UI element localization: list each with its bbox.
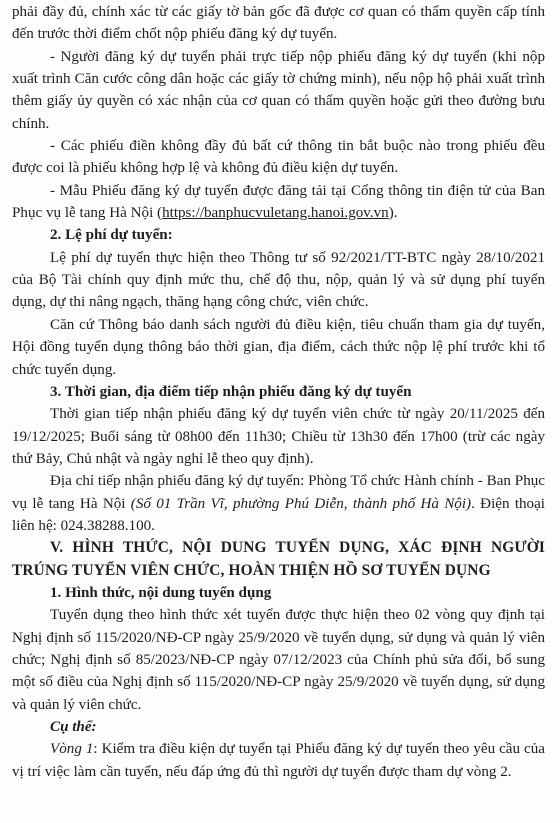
heading-fee: 2. Lệ phí dự tuyển:: [50, 227, 173, 244]
paragraph-direct-submission: - Người đăng ký dự tuyển phải trực tiếp nộp phiếu đăng ký dự tuyển (khi nộp xuất trình Căn cước công dân hoặc các giấy tờ chứng minh), nếu nộp hộ phải xuất trình thêm giấy ủy quyền có xác nhận của cơ quan có thẩm quyền hoặc gửi theo đường bưu chính.: [12, 48, 545, 132]
form-template-tail: ).: [388, 205, 398, 222]
paragraph-cont-original-docs: phải đầy đủ, chính xác từ các giấy tờ bản gốc đã được cơ quan có thẩm quyền cấp tính đến trước thời điểm chốt nộp phiếu đăng ký dự tuyển.: [12, 4, 545, 43]
paragraph-round-1: [12, 738, 545, 783]
paragraph-incomplete-forms: - Các phiếu điền không đầy đủ bất cứ thông tin bắt buộc nào trong phiếu đều được coi là phiếu không hợp lệ và không đủ điều kiện dự tuyển.: [12, 138, 545, 177]
address-italic: (Số 01 Trần Vĩ, phường Phú Diễn, thành phố Hà Nội): [130, 495, 472, 512]
round-1-label: Vòng 1: [50, 741, 94, 758]
address-text: Địa chỉ tiếp nhận phiếu đăng ký dự tuyển: Phòng Tổ chức Hành chính - Ban Phục vụ lễ tang Hà Nội: [12, 473, 545, 512]
round-1-text: : Kiểm tra điều kiện dự tuyển tại Phiếu đăng ký dự tuyển theo yêu cầu của vị trí việc làm cần tuyển, nếu đáp ứng đủ thì người dự tuyển được tham dự vòng 2.: [12, 741, 545, 780]
paragraph-reception-time: Thời gian tiếp nhận phiếu đăng ký dự tuyển viên chức từ ngày 20/11/2025 đến 19/12/2025; Buổi sáng từ 08h00 đến 11h30; Chiều từ 13h30 đến 17h00 (trừ các ngày thứ Bảy, Chủ nhật và ngày nghỉ lễ theo quy định).: [12, 406, 545, 467]
phone-text: . Điện thoại liên hệ: 024.38288.100.: [12, 495, 545, 534]
heading-time-place: 3. Thời gian, địa điểm tiếp nhận phiếu đăng ký dự tuyển: [50, 383, 412, 400]
paragraph-recruitment-rounds: Tuyển dụng theo hình thức xét tuyển được thực hiện theo 02 vòng quy định tại Nghị định số 115/2020/NĐ-CP ngày 25/9/2020 về tuyển dụng, sử dụng và quản lý viên chức; Nghị định số 85/2023/NĐ-CP ngày 07/12/2023 của Chính phủ sửa đổi, bổ sung một số điều của Nghị định số 115/2020/NĐ-CP ngày 25/9/2020 về tuyển dụng, sử dụng và quản lý viên chức.: [12, 607, 545, 713]
heading-details: Cụ thể:: [50, 719, 97, 735]
paragraph-reception-address: [12, 470, 545, 537]
form-template-text: - Mẫu Phiếu đăng ký dự tuyển được đăng tải tại Cổng thông tin điện tử của Ban Phục vụ lễ tang Hà Nội (: [12, 182, 545, 222]
portal-link[interactable]: https://banphucvuletang.hanoi.gov.vn: [162, 205, 389, 222]
heading-form-content: 1. Hình thức, nội dung tuyển dụng: [50, 584, 272, 601]
section-heading-v: V. HÌNH THỨC, NỘI DUNG TUYỂN DỤNG, XÁC ĐỊNH NGƯỜI TRÚNG TUYỂN VIÊN CHỨC, HOÀN THIỆN HỒ SƠ TUYỂN DỤNG: [12, 539, 545, 579]
paragraph-fee-circular: Lệ phí dự tuyển thực hiện theo Thông tư số 92/2021/TT-BTC ngày 28/10/2021 của Bộ Tài chính quy định mức thu, chế độ thu, nộp, quản lý và sử dụng phí tuyển dụng, dự thi nâng ngạch, thăng hạng công chức, viên chức.: [12, 249, 545, 311]
paragraph-form-template: [12, 180, 545, 225]
paragraph-fee-notice: Căn cứ Thông báo danh sách người đủ điều kiện, tiêu chuẩn tham gia dự tuyển, Hội đồng tuyển dụng thông báo thời gian, địa điểm, cách thức nộp lệ phí trước khi tổ chức tuyển dụng.: [12, 316, 545, 378]
